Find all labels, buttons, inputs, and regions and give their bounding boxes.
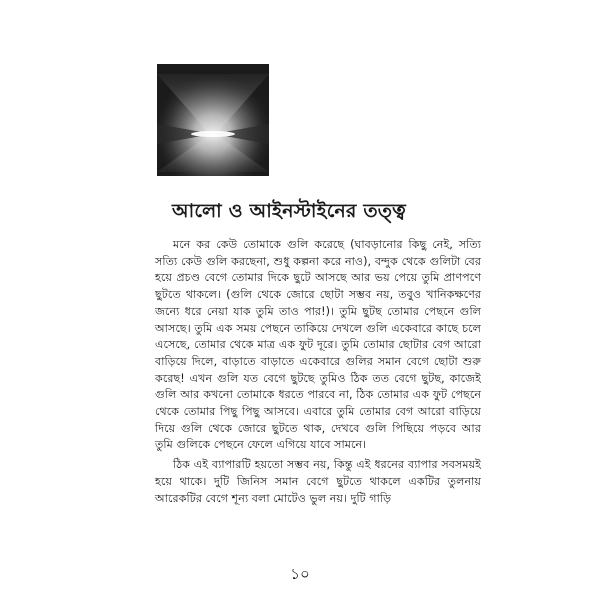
chapter-body [155,237,481,507]
light-beam-illustration [157,64,269,176]
page-number: ১০ [290,565,310,583]
chapter-title: আলো ও আইনস্টাইনের তত্ত্ব [172,200,406,222]
paragraph-1: মনে কর কেউ তোমাকে গুলি করেছে (ঘাবড়ানোর কিছু নেই, সত্যি সত্যি কেউ গুলি করছেনা, শুধু কল্পনা করে নাও), বন্দুক থেকে গুলিটা বের হয়ে প্রচণ্ড বেগে তোমার দিকে ছুটে আসছে আর ভয় পেয়ে তুমি প্রাণপণে ছুটতে থাকলে। (গুলি থেকে জোরে ছোটা সম্ভব নয়, তবুও খানিকক্ষণের জন্যে ধরে নেয়া যাক তুমি তাও পার!)। তুমি ছুটছ তোমার পেছনে গুলি আসছে। তুমি এক সময় পেছনে তাকিয়ে দেখলে গুলি একেবারে কাছে চলে এসেছে, তোমার থেকে মাত্র এক ফুট দূরে। তুমি তোমার ছোটার বেগ আরো বাড়িয়ে দিলে, বাড়াতে বাড়াতে একেবারে গুলির সমান বেগে ছোটা শুরু করেছ! এখন গুলি যত বেগে ছুটছে তুমিও ঠিক তত বেগে ছুটছ, কাজেই গুলি আর কখনো তোমাকে ধরতে পারবে না, ঠিক তোমার এক ফুট পেছনে থেকে তোমার পিছু পিছু আসবে। এবারে তুমি তোমার বেগ আরো বাড়িয়ে দিয়ে গুলি থেকে জোরে ছুটতে থাক, দেখবে গুলি পিছিয়ে পড়বে আর তুমি গুলিকে পেছনে ফেলে এগিয়ে যাবে সামনে। [155,238,481,452]
paragraph-2: ঠিক এই ব্যাপারটি হয়তো সম্ভব নয়, কিন্তু এই ধরনের ব্যাপার সবসময়ই হয়ে থাকে। দুটি জিনিস সমান বেগে ছুটতে থাকলে একটির তুলনায় আরেকটির বেগে শূন্য বলা মোটেও ভুল নয়। দুটি গাড়ি [155,458,481,505]
light-beam-graphic [157,64,269,176]
